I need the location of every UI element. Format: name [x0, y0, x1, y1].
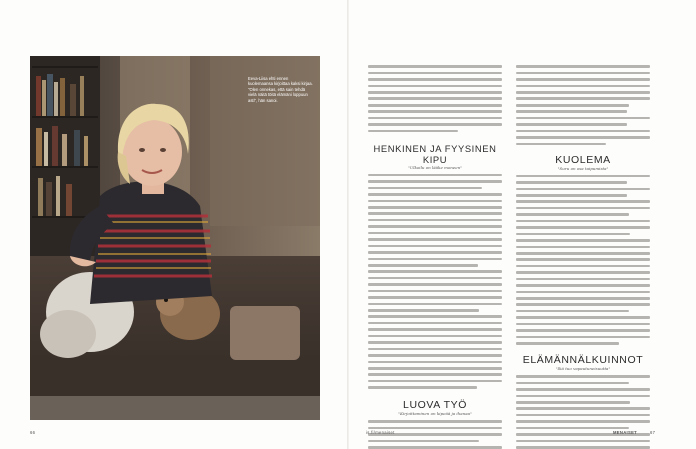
body-text-line	[516, 200, 650, 205]
section-subheading: "Ulkoilu on lääke moneen"	[407, 164, 463, 170]
body-text-line	[368, 251, 502, 256]
body-text-line	[368, 440, 502, 445]
body-text-line	[516, 78, 650, 83]
body-text-line	[368, 72, 502, 77]
body-text-line	[368, 104, 502, 109]
page-number-right: 67	[650, 430, 656, 435]
body-text-line	[368, 97, 502, 102]
section-heading: LUOVA TYÖ	[403, 399, 467, 412]
website-footer: is.fi/menaiset	[366, 430, 395, 435]
body-text-line	[516, 258, 650, 263]
body-text-line	[516, 213, 650, 218]
portrait-photo	[30, 56, 320, 420]
body-text-line	[516, 395, 650, 400]
body-text-line	[516, 297, 650, 302]
body-text-line	[368, 420, 502, 425]
body-text-line	[516, 375, 650, 380]
body-text-line	[516, 401, 650, 406]
page-number-left: 66	[30, 430, 36, 435]
body-text-line	[368, 238, 502, 243]
body-text-line	[516, 252, 650, 257]
section-subheading: "Ikä tuo vapautuneisuutta"	[555, 366, 611, 372]
body-text-line	[516, 72, 650, 77]
body-text-line	[516, 130, 650, 135]
body-text-line	[516, 226, 650, 231]
body-text-line	[516, 104, 650, 109]
body-text-line	[368, 232, 502, 237]
body-text-line	[516, 271, 650, 276]
body-text-line	[516, 85, 650, 90]
body-text-line	[368, 277, 502, 282]
body-text-line	[516, 284, 650, 289]
body-text-line	[368, 315, 502, 320]
body-text-line	[516, 440, 650, 445]
body-text-line	[368, 303, 502, 308]
body-text-line	[516, 420, 650, 425]
body-text-line	[368, 296, 502, 301]
body-text-line	[516, 414, 650, 419]
col1-intro	[368, 65, 502, 135]
section-subheading: "Kirjoittaminen on kipeää ja ihanaa"	[398, 411, 472, 417]
section-subheading: "Suru on osa taipumista"	[557, 165, 609, 171]
body-text-line	[516, 310, 650, 315]
body-text-line	[516, 336, 650, 341]
body-text-line	[516, 220, 650, 225]
body-text-line	[368, 335, 502, 340]
body-text-line	[368, 380, 502, 385]
col2-body1	[516, 175, 650, 348]
body-text-line	[516, 239, 650, 244]
col2-body2	[516, 375, 650, 449]
col2-intro	[516, 65, 650, 147]
body-text-line	[516, 123, 650, 128]
body-text-line	[368, 367, 502, 372]
body-text-line	[516, 207, 650, 212]
body-text-line	[516, 188, 650, 193]
body-text-line	[516, 265, 650, 270]
body-text-line	[516, 194, 650, 199]
body-text-line	[368, 309, 502, 314]
body-text-line	[368, 212, 502, 217]
body-text-line	[368, 354, 502, 359]
body-text-line	[368, 123, 502, 128]
col1-body1	[368, 174, 502, 392]
magazine-brand: MENAISET	[613, 430, 638, 435]
body-text-line	[516, 316, 650, 321]
body-text-line	[368, 245, 502, 250]
section-heading: HENKINEN JA FYYSINEN KIPU	[373, 142, 497, 165]
body-text-line	[516, 175, 650, 180]
body-text-line	[516, 382, 650, 387]
body-text-line	[368, 65, 502, 70]
portrait-illustration	[30, 56, 320, 420]
body-text-line	[368, 180, 502, 185]
body-text-line	[368, 225, 502, 230]
body-text-line	[516, 117, 650, 122]
body-text-line	[368, 85, 502, 90]
body-text-line	[516, 291, 650, 296]
body-text-line	[516, 388, 650, 393]
body-text-line	[368, 348, 502, 353]
text-column-2	[516, 64, 650, 449]
body-text-line	[368, 361, 502, 366]
body-text-line	[368, 200, 502, 205]
body-text-line	[516, 407, 650, 412]
section-heading: KUOLEMA	[555, 153, 611, 166]
body-text-line	[368, 328, 502, 333]
body-text-line	[516, 246, 650, 251]
body-text-line	[368, 174, 502, 179]
body-text-line	[368, 78, 502, 83]
body-text-line	[368, 283, 502, 288]
body-text-line	[368, 206, 502, 211]
body-text-line	[516, 136, 650, 141]
body-text-line	[368, 270, 502, 275]
body-text-line	[516, 303, 650, 308]
page-gutter	[347, 0, 349, 449]
body-text-line	[368, 219, 502, 224]
body-text-line	[368, 193, 502, 198]
body-text-line	[516, 233, 650, 238]
body-text-line	[368, 110, 502, 115]
body-text-line	[368, 373, 502, 378]
body-text-line	[368, 187, 502, 192]
body-text-line	[516, 181, 650, 186]
body-text-line	[368, 258, 502, 263]
body-text-line	[368, 264, 502, 269]
body-text-line	[516, 329, 650, 334]
section-heading: ELÄMÄNNÄLKUINNOT	[522, 354, 644, 367]
text-column-1	[368, 64, 502, 449]
body-text-line	[368, 290, 502, 295]
body-text-line	[516, 278, 650, 283]
body-text-line	[516, 65, 650, 70]
body-text-line	[516, 323, 650, 328]
body-text-line	[368, 117, 502, 122]
body-text-line	[368, 341, 502, 346]
body-text-line	[516, 110, 650, 115]
body-text-line	[368, 91, 502, 96]
body-text-line	[516, 97, 650, 102]
photo-caption: Eeva-Liisa ehti ennen kuolemaansa kirjoittaa kaksi kirjaa. "Olen onnekas, että sain tehdä vielä näitä töitä elämäni loppuun asti", hän sanoi.	[248, 76, 313, 103]
body-text-line	[516, 91, 650, 96]
body-text-line	[368, 322, 502, 327]
